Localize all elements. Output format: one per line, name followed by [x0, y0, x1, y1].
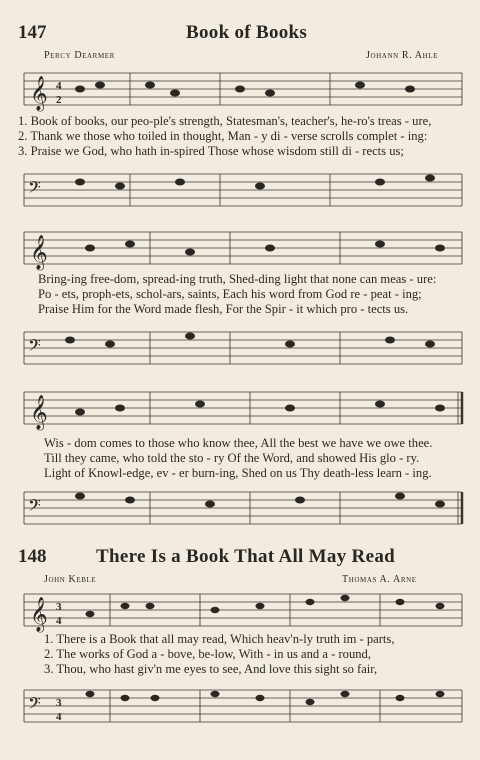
lyric-line: Praise Him for the Word made flesh, For the Spir - it which pro - tects us. — [38, 302, 409, 316]
hymn-number: 147 — [18, 22, 47, 43]
lyric-line: 1. There is a Book that all may read, Which heav'n-ly truth im - parts, — [44, 632, 395, 646]
lyric-line: 3. Praise we God, who hath in-spired Those whose wisdom still di - rects us; — [18, 144, 404, 158]
lyric-line: Bring-ing free-dom, spread-ing truth, Shed-ding light that none can meas - ure: — [38, 272, 437, 286]
svg-text:2: 2 — [56, 94, 62, 106]
bass-staff — [0, 322, 480, 372]
bass-staff — [0, 482, 480, 532]
bass-staff — [0, 164, 480, 214]
svg-text:3: 3 — [56, 697, 62, 709]
svg-text:𝄞: 𝄞 — [30, 77, 48, 110]
lyric-line: Till they came, who told the sto - ry Of the Word, and showed His glo - ry. — [44, 451, 420, 465]
svg-text:𝄢: 𝄢 — [28, 497, 41, 519]
lyric-line: Wis - dom comes to those who know thee, All the best we have we owe thee. — [44, 436, 433, 450]
lyricist-credit: John Keble — [44, 574, 97, 585]
lyricist-credit: Percy Dearmer — [44, 50, 115, 61]
hymn-number: 148 — [18, 546, 47, 567]
verse-lines-system-2 — [38, 272, 436, 317]
treble-staff — [0, 382, 480, 432]
svg-text:4: 4 — [56, 711, 62, 723]
svg-text:𝄢: 𝄢 — [28, 337, 41, 359]
lyric-line: 1. Book of books, our peo-ple's strength, Statesman's, teacher's, he-ro's treas - ure, — [18, 114, 432, 128]
composer-credit: Johann R. Ahle — [366, 50, 439, 61]
hymn-title: There Is a Book That All May Read — [96, 546, 395, 567]
verse-lines-system-1 — [44, 632, 395, 677]
lyric-line: 2. The works of God a - bove, be-low, With - in us and a - round, — [44, 647, 371, 661]
hymn-title: Book of Books — [186, 22, 308, 43]
lyric-line: 3. Thou, who hast giv'n me eyes to see, And love this sight so fair, — [44, 662, 378, 676]
treble-staff — [0, 584, 480, 634]
verse-lines-system-1 — [18, 114, 431, 159]
svg-text:4: 4 — [56, 80, 62, 92]
svg-text:𝄞: 𝄞 — [30, 396, 48, 429]
lyric-line: Light of Knowl-edge, ev - er burn-ing, Shed on us Thy death-less learn - ing. — [44, 466, 432, 480]
bass-staff — [0, 680, 480, 730]
svg-text:𝄢: 𝄢 — [28, 179, 41, 201]
lyric-line: 2. Thank we those who toiled in thought, Man - y di - verse scrolls complet - ing: — [18, 129, 428, 143]
svg-text:𝄞: 𝄞 — [30, 236, 48, 269]
treble-staff — [0, 222, 480, 272]
svg-text:𝄢: 𝄢 — [28, 695, 41, 717]
lyric-line: Po - ets, proph-ets, schol-ars, saints, Each his word from God re - peat - ing; — [38, 287, 422, 301]
composer-credit: Thomas A. Arne — [342, 574, 417, 585]
svg-text:4: 4 — [56, 615, 62, 627]
svg-text:3: 3 — [56, 601, 62, 613]
svg-text:𝄞: 𝄞 — [30, 598, 48, 631]
verse-lines-system-3 — [44, 436, 432, 481]
